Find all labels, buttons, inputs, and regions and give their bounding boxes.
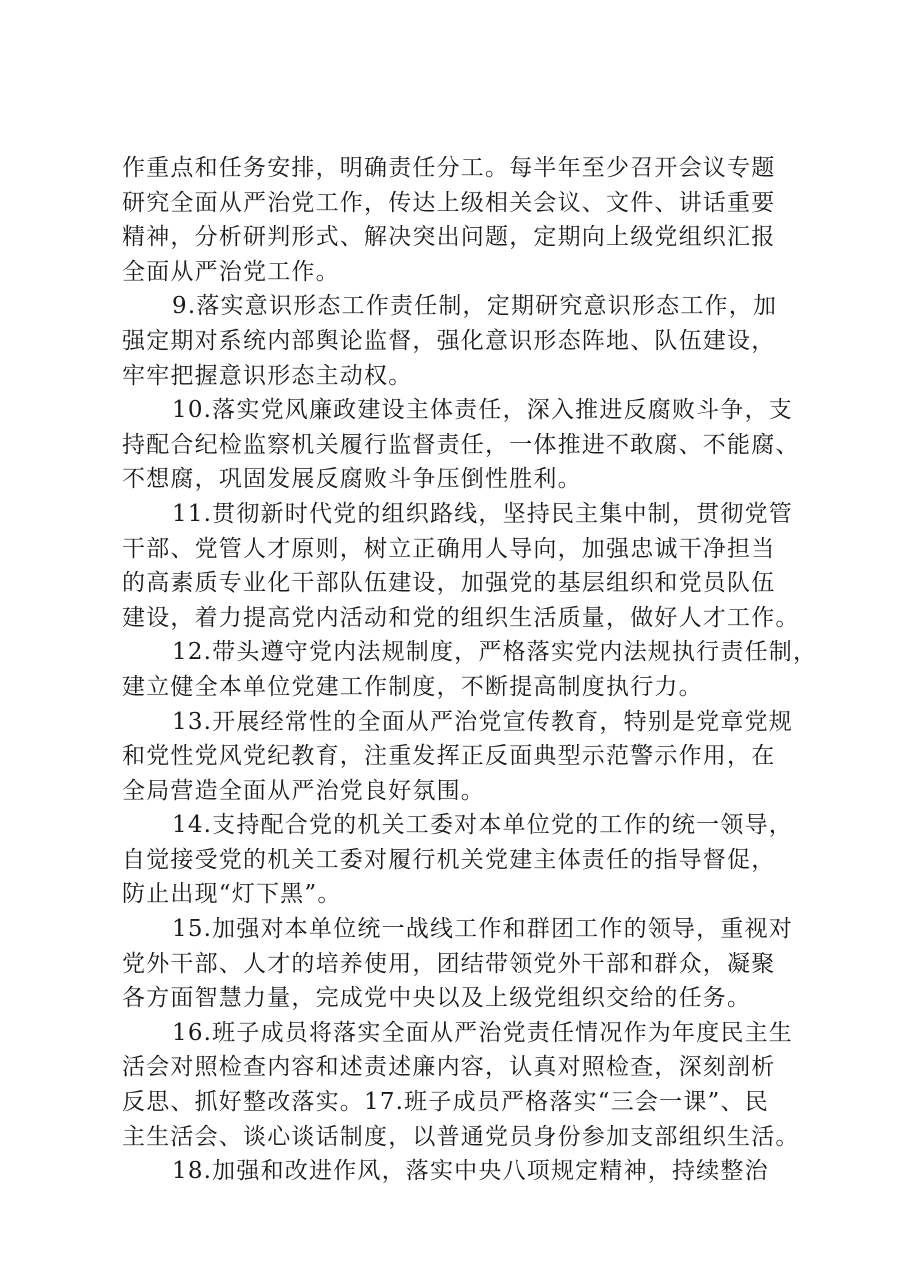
text-line: 党外干部、人才的培养使用，团结带领党外干部和群众，凝聚 (122, 950, 776, 977)
document-body (122, 151, 818, 1189)
paragraph-start-line: 16.班子成员将落实全面从严治党责任情况作为年度民主生 (172, 1019, 793, 1046)
text-line: 活会对照检查内容和述责述廉内容，认真对照检查，深刻剖析 (122, 1054, 776, 1081)
text-line: 全面从严治党工作。 (122, 258, 340, 285)
text-line: 牢牢把握意识形态主动权。 (122, 362, 413, 389)
paragraph-start-line: 10.落实党风廉政建设主体责任，深入推进反腐败斗争，支 (172, 397, 793, 424)
paragraph-start-line: 12.带头遵守党内法规制度，严格落实党内法规执行责任制， (172, 639, 818, 666)
text-line: 强定期对系统内部舆论监督，强化意识形态阵地、队伍建设， (122, 327, 776, 354)
text-line: 干部、党管人才原则，树立正确用人导向，加强忠诚干净担当 (122, 535, 776, 562)
text-line: 不想腐，巩固发展反腐败斗争压倒性胜利。 (122, 466, 582, 493)
text-line: 的高素质专业化干部队伍建设，加强党的基层组织和党员队伍 (122, 570, 776, 597)
text-line: 建设，着力提高党内活动和党的组织生活质量，做好人才工作。 (122, 604, 800, 631)
paragraph-start-line: 15.加强对本单位统一战线工作和群团工作的领导，重视对 (172, 916, 793, 943)
text-line: 精神，分析研判形式、解决突出问题，定期向上级党组织汇报 (122, 224, 776, 251)
text-line: 防止出现“灯下黑”。 (122, 881, 342, 908)
text-line: 主生活会、谈心谈话制度，以普通党员身份参加支部组织生活。 (122, 1123, 800, 1150)
text-line: 反思、抓好整改落实。17.班子成员严格落实“三会一课”、民 (122, 1089, 769, 1116)
text-line: 自觉接受党的机关工委对履行机关党建主体责任的指导督促， (122, 846, 776, 873)
text-line: 全局营造全面从严治党良好氛围。 (122, 777, 485, 804)
text-line: 建立健全本单位党建工作制度，不断提高制度执行力。 (122, 673, 703, 700)
paragraph-start-line: 18.加强和改进作风，落实中央八项规定精神，持续整治 (172, 1158, 769, 1185)
text-line: 各方面智慧力量，完成党中央以及上级党组织交给的任务。 (122, 985, 752, 1012)
text-line: 和党性党风党纪教育，注重发挥正反面典型示范警示作用，在 (122, 743, 776, 770)
paragraph-start-line: 9.落实意识形态工作责任制，定期研究意识形态工作，加 (172, 293, 778, 320)
text-line: 研究全面从严治党工作，传达上级相关会议、文件、讲话重要 (122, 189, 776, 216)
text-line: 作重点和任务安排，明确责任分工。每半年至少召开会议专题 (122, 155, 776, 181)
text-line: 持配合纪检监察机关履行监督责任，一体推进不敢腐、不能腐、 (122, 431, 800, 458)
paragraph-start-line: 13.开展经常性的全面从严治党宣传教育，特别是党章党规 (172, 708, 793, 735)
paragraph-start-line: 11.贯彻新时代党的组织路线，坚持民主集中制，贯彻党管 (172, 500, 793, 527)
paragraph-start-line: 14.支持配合党的机关工委对本单位党的工作的统一领导， (172, 812, 793, 839)
